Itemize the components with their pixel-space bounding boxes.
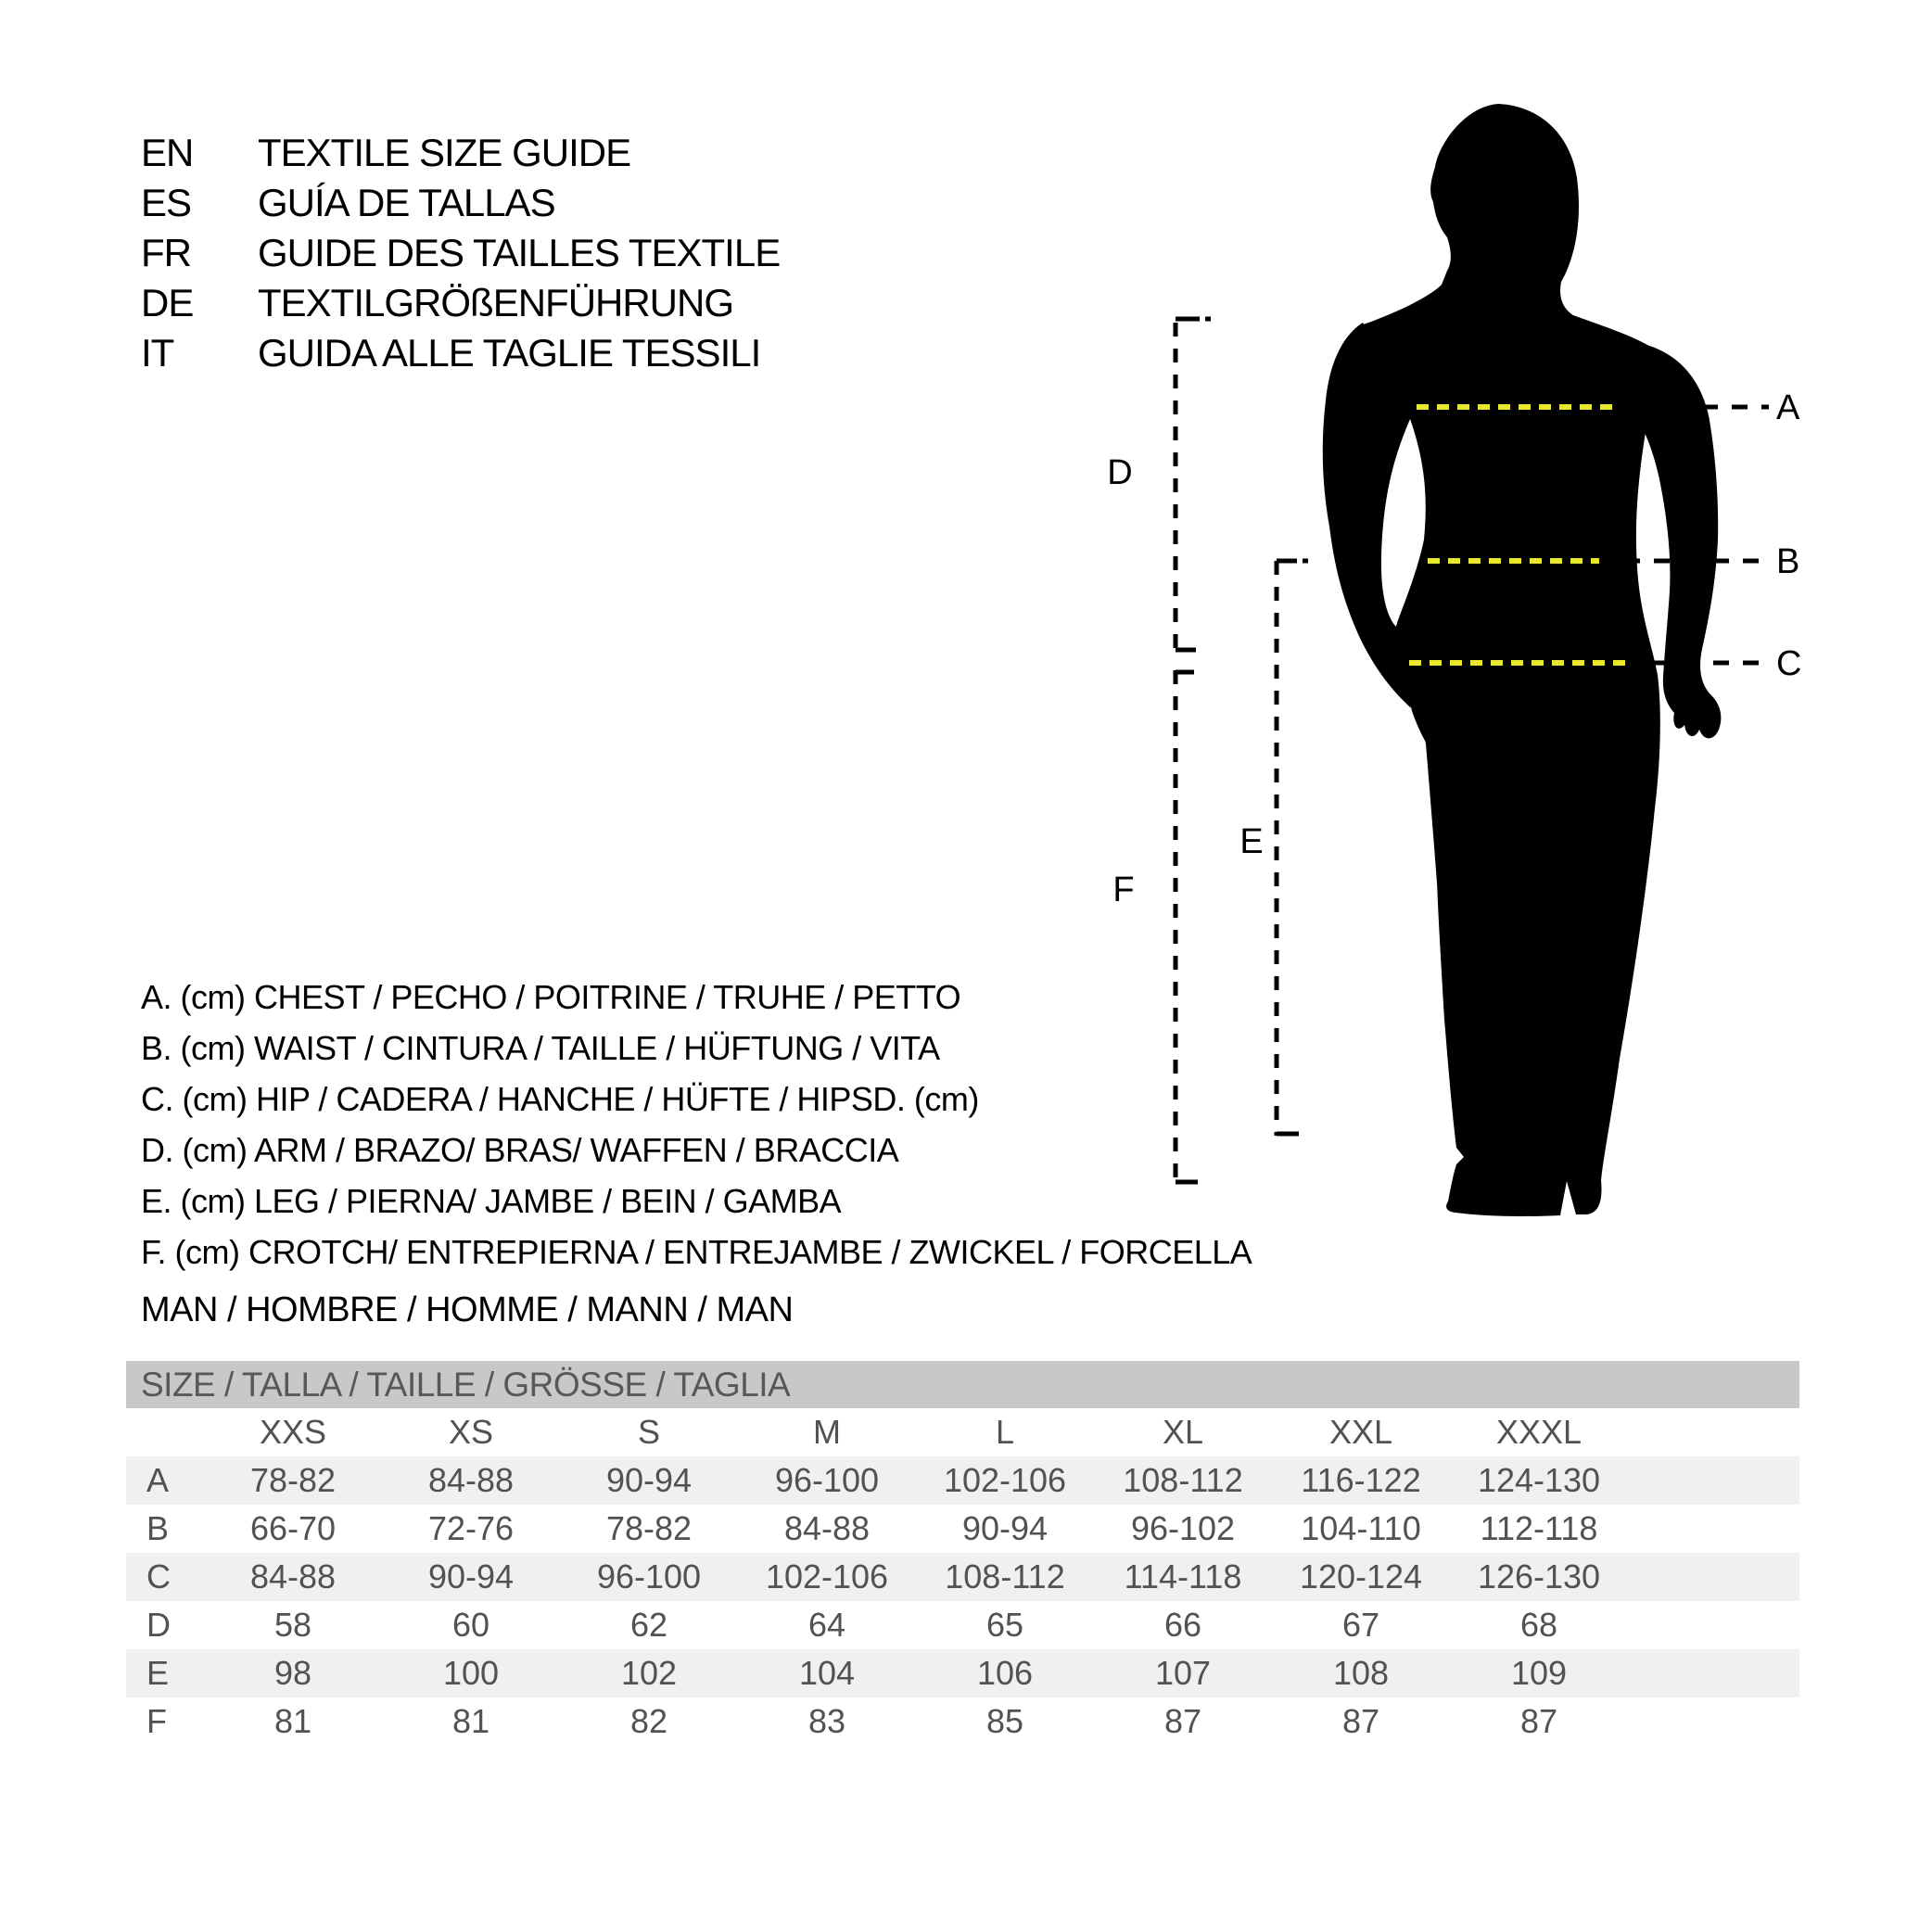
table-cell: 78-82 [605,1509,693,1547]
hip-label: C [1776,644,1802,683]
man-measurement-diagram [834,56,1932,1298]
row-label: E [146,1654,170,1692]
table-cell: 67 [1341,1606,1380,1644]
table-cell: 114-118 [1124,1557,1242,1595]
legend-item-hip: C. (cm) HIP / CADERA / HANCHE / HÜFTE / HIPSD. (cm) [141,1080,979,1118]
table-cell: 60 [451,1606,490,1644]
language-code: ES [141,181,192,224]
table-cell: 104-110 [1301,1509,1421,1547]
table-row [126,1601,1799,1649]
language-row [141,128,780,178]
language-row [141,328,780,378]
legend-item-crotch: F. (cm) CROTCH/ ENTREPIERNA / ENTREJAMBE / ZWICKEL / FORCELLA [141,1233,1252,1271]
table-row [126,1649,1799,1697]
table-cell: 112-118 [1480,1509,1598,1547]
table-cell: 102 [620,1654,678,1692]
table-cell: 84-88 [783,1509,871,1547]
table-cell: 108 [1332,1654,1390,1692]
size-table-columns-row [126,1408,1799,1456]
legend-item-arm: D. (cm) ARM / BRAZO/ BRAS/ WAFFEN / BRACCIA [141,1131,899,1169]
language-code: EN [141,131,194,174]
table-cell: 72-76 [427,1509,515,1547]
row-label: A [146,1461,170,1499]
table-cell: 83 [807,1702,846,1740]
waist-label: B [1776,542,1800,581]
language-title: GUÍA DE TALLAS [258,181,555,224]
row-spacer [1628,1505,1799,1553]
table-cell: 87 [1341,1702,1380,1740]
table-cell: 65 [985,1606,1024,1644]
table-cell: 87 [1519,1702,1558,1740]
table-cell: 84-88 [427,1461,515,1499]
table-cell: 109 [1510,1654,1568,1692]
table-cell: 96-100 [596,1557,702,1595]
language-code: DE [141,281,194,324]
language-row [141,228,780,278]
table-cell: 104 [798,1654,856,1692]
table-cell: 82 [629,1702,668,1740]
language-title-block [141,128,780,378]
table-cell: 66 [1163,1606,1202,1644]
row-spacer [1628,1408,1799,1456]
language-row [141,278,780,328]
language-code: IT [141,331,174,375]
legend-item-chest: A. (cm) CHEST / PECHO / POITRINE / TRUHE / PETTO [141,978,961,1016]
table-cell: 87 [1163,1702,1202,1740]
row-spacer [1628,1601,1799,1649]
table-cell: 81 [451,1702,490,1740]
chest-label: A [1776,388,1800,427]
table-row [126,1553,1799,1601]
crotch-measure-line [1176,670,1198,1182]
arm-label: D [1107,453,1133,492]
leg-label: E [1239,822,1264,861]
table-row [126,1505,1799,1553]
language-title: GUIDE DES TAILLES TEXTILE [258,231,781,274]
column-header: XL [1162,1413,1204,1451]
table-cell: 106 [976,1654,1034,1692]
size-table-header: SIZE / TALLA / TAILLE / GRÖSSE / TAGLIA [126,1361,1799,1408]
category-line: MAN / HOMBRE / HOMME / MANN / MAN [141,1290,794,1329]
table-cell: 124-130 [1477,1461,1601,1499]
table-cell: 116-122 [1301,1461,1421,1499]
column-header: XXXL [1495,1413,1582,1451]
row-label: D [146,1606,171,1644]
language-row [141,178,780,228]
table-cell: 84-88 [249,1557,337,1595]
table-cell: 100 [442,1654,500,1692]
table-cell: 98 [273,1654,312,1692]
legend-item-leg: E. (cm) LEG / PIERNA/ JAMBE / BEIN / GAMBA [141,1182,842,1220]
table-cell: 68 [1519,1606,1558,1644]
arm-measure-line [1176,319,1211,652]
language-title: TEXTILE SIZE GUIDE [258,131,631,174]
size-table [126,1361,1799,1746]
table-cell: 64 [807,1606,846,1644]
table-cell: 102-106 [943,1461,1067,1499]
table-cell: 96-102 [1130,1509,1236,1547]
table-cell: 126-130 [1477,1557,1601,1595]
row-label: F [146,1702,167,1740]
row-spacer [1628,1649,1799,1697]
table-cell: 81 [273,1702,312,1740]
table-cell: 108-112 [1123,1461,1243,1499]
row-spacer [1628,1697,1799,1746]
table-cell: 120-124 [1299,1557,1423,1595]
column-header: XS [448,1413,494,1451]
table-cell: 90-94 [427,1557,515,1595]
column-header: L [995,1413,1015,1451]
column-header: M [813,1413,841,1451]
language-title: TEXTILGRÖßENFÜHRUNG [258,281,734,324]
table-row [126,1697,1799,1746]
table-cell: 58 [273,1606,312,1644]
row-label: B [146,1509,170,1547]
legend-item-waist: B. (cm) WAIST / CINTURA / TAILLE / HÜFTUNG / VITA [141,1029,940,1067]
table-cell: 78-82 [249,1461,337,1499]
leg-measure-line [1277,561,1308,1136]
table-cell: 107 [1154,1654,1212,1692]
row-spacer [1628,1456,1799,1505]
column-header: XXL [1328,1413,1393,1451]
language-title: GUIDA ALLE TAGLIE TESSILI [258,331,761,375]
table-cell: 102-106 [765,1557,889,1595]
column-header: S [637,1413,660,1451]
crotch-label: F [1112,871,1135,909]
table-row [126,1456,1799,1505]
table-cell: 90-94 [605,1461,693,1499]
table-cell: 85 [985,1702,1024,1740]
size-table-corner [126,1408,204,1456]
table-cell: 108-112 [945,1557,1065,1595]
table-cell: 96-100 [774,1461,880,1499]
table-cell: 90-94 [961,1509,1049,1547]
table-cell: 66-70 [249,1509,337,1547]
language-code: FR [141,231,191,274]
table-cell: 62 [629,1606,668,1644]
column-header: XXS [259,1413,327,1451]
row-label: C [146,1557,171,1595]
row-spacer [1628,1553,1799,1601]
